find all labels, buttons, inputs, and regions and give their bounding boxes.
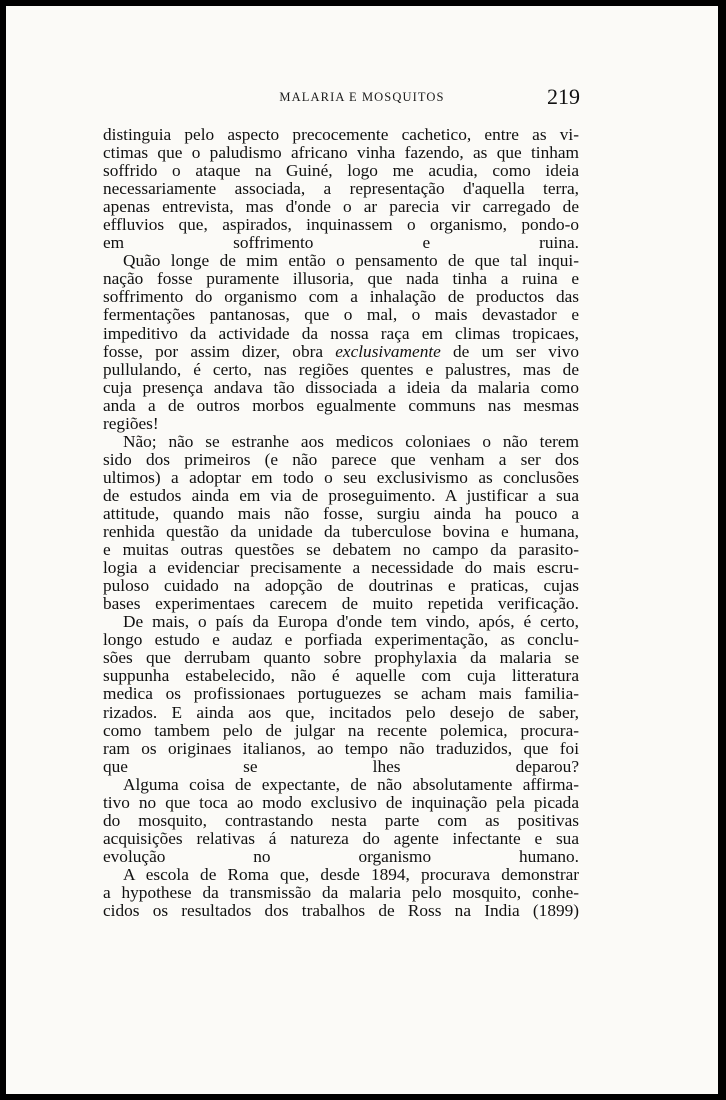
text-line: sões que derrubam quanto sobre prophylaxia da malaria se (103, 648, 579, 668)
text-line: distinguia pelo aspecto precocemente cachetico, entre as vi- (103, 125, 579, 144)
text-line: como tambem pelo de julgar na recente polemica, procura- (103, 720, 579, 740)
text-line: apenas entrevista, mas d'onde o ar parecia vir carregado de (103, 197, 579, 217)
paragraph-5 (103, 776, 579, 866)
paragraph-3 (103, 433, 579, 613)
text-line: longo estudo e audaz e porfiada experimentação, as conclu- (103, 630, 579, 650)
text-line: soffrimento do organismo com a inhalação de productos das (103, 287, 579, 307)
body-text (103, 126, 579, 920)
text-line: pullulando, é certo, nas regiões quentes e palustres, mas de (103, 359, 579, 379)
text-line: ctimas que o paludismo africano vinha fazendo, as que tinham (103, 143, 579, 163)
text-line: effluvios que, aspirados, inquinassem o organismo, pondo-o (103, 215, 579, 235)
text-line: suppunha estabelecido, não é aquelle com cuja litteratura (103, 666, 579, 686)
text-line: sido dos primeiros (e não parece que venham a ser dos (103, 449, 579, 469)
text-line: Quão longe de mim então o pensamento de que tal inqui- (123, 251, 579, 271)
text-line: renhida questão da unidade da tuberculose bovina e humana, (103, 522, 579, 542)
paragraph-2 (103, 252, 579, 432)
paragraph-4 (103, 613, 579, 775)
text-line: evolução no organismo humano. (103, 846, 579, 866)
text-line: do mosquito, contrastando nesta parte com as positivas (103, 810, 579, 830)
text-line: attitude, quando mais não fosse, surgiu ainda ha pouco a (103, 503, 579, 523)
text-line: cidos os resultados dos trabalhos de Ross na India (1899) (103, 901, 579, 921)
text-line: cuja presença andava tão dissociada a ideia da malaria como (103, 377, 579, 397)
book-page (6, 6, 718, 1094)
text-line: medica os profissionaes portuguezes se acham mais familia- (103, 684, 579, 704)
text-line: rizados. E ainda aos que, incitados pelo desejo de saber, (103, 702, 579, 722)
text-line: soffrido o ataque na Guiné, logo me acudia, como ideia (103, 161, 579, 181)
text-line: fermentações pantanosas, que o mal, o mais devastador e (103, 305, 579, 325)
text-line: de estudos ainda em via de proseguimento. A justificar a sua (103, 485, 579, 505)
italic-word: exclusivamente (335, 341, 441, 361)
text-segment: fosse, por assim dizer, obra (103, 341, 336, 361)
running-title: MALARIA E MOSQUITOS (279, 90, 445, 104)
text-segment: de um ser vivo (440, 341, 579, 361)
text-line-with-italic (103, 343, 579, 361)
text-line: regiões! (103, 413, 159, 433)
text-line: a hypothese da transmissão da malaria pelo mosquito, conhe- (103, 882, 579, 902)
text-line: bases experimentaes carecem de muito repetida verificação. (103, 594, 579, 614)
text-line: logia a evidenciar precisamente a necessidade do mais escru- (103, 558, 579, 578)
text-line: nação fosse puramente illusoria, que nada tinha a ruina e (103, 269, 579, 289)
text-line: anda a de outros morbos egualmente communs nas mesmas (103, 395, 579, 415)
text-line: ram os originaes italianos, ao tempo não traduzidos, que foi (103, 738, 579, 758)
text-line: De mais, o país da Europa d'onde tem vindo, após, é certo, (123, 612, 579, 632)
text-line: necessariamente associada, a representação d'aquella terra, (103, 179, 579, 199)
text-line: impeditivo da actividade da nossa raça em climas tropicaes, (103, 323, 579, 343)
text-line: e muitas outras questões se debatem no campo da parasito- (103, 540, 579, 560)
running-head (6, 84, 718, 112)
paragraph-6 (103, 866, 579, 920)
page-number: 219 (547, 84, 580, 109)
text-line: que se lhes deparou? (103, 756, 579, 776)
text-line: tivo no que toca ao modo exclusivo de inquinação pela picada (103, 792, 579, 812)
text-line: A escola de Roma que, desde 1894, procurava demonstrar (123, 864, 579, 884)
text-line: ultimos) a adoptar em todo o seu exclusivismo as conclusões (103, 467, 579, 487)
paragraph-1 (103, 126, 579, 252)
text-line: em soffrimento e ruina. (103, 233, 579, 253)
text-line: acquisições relativas á natureza do agente infectante e sua (103, 828, 579, 848)
text-line: puloso cuidado na adopção de doutrinas e praticas, cujas (103, 576, 579, 596)
text-line: Alguma coisa de expectante, de não absolutamente affirma- (123, 774, 579, 794)
text-line: Não; não se estranhe aos medicos coloniaes o não terem (123, 431, 579, 451)
